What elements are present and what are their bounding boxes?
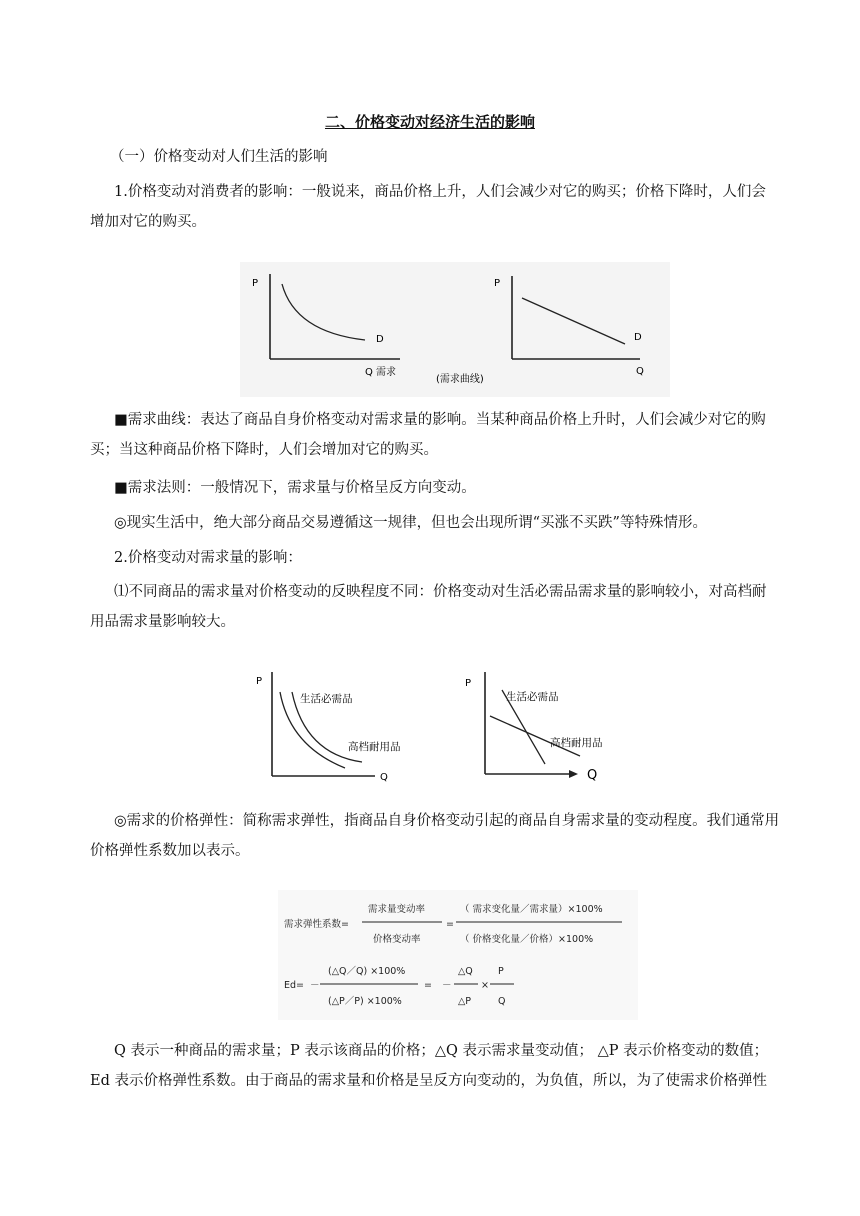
elasticity-chart-right — [465, 672, 603, 783]
quantity-axis-label: Q — [587, 768, 598, 783]
elasticity-chart-left — [256, 672, 401, 783]
price-axis-label: P — [494, 278, 501, 289]
paragraph-demand-law: ■需求法则：一般情况下，需求量与价格呈反方向变动。 — [114, 480, 476, 496]
quantity-axis-label: Q 需求 — [365, 367, 397, 378]
section-title: 二、价格变动对经济生活的影响 — [324, 113, 535, 131]
formula-delta-p: △P — [458, 996, 472, 1007]
durable-goods-label: 高档耐用品 — [348, 741, 401, 753]
formula-ed: Ed= — [284, 980, 304, 991]
paragraph-price-elasticity: ◎需求的价格弹性：简称需求弹性，指商品自身价格变动引起的商品自身需求量的变动程度。我们通常用价格弹性系数加以表示。 — [90, 813, 780, 859]
necessity-goods-label: 生活必需品 — [300, 693, 353, 705]
paragraph-heading-2: 2.价格变动对需求量的影响： — [114, 550, 302, 566]
elasticity-comparison-figure — [250, 664, 620, 794]
demand-label: D — [376, 334, 384, 345]
subsection-heading: （一）价格变动对人们生活的影响 — [110, 149, 328, 165]
paragraph-consumer-effect: 1.价格变动对消费者的影响：一般说来，商品价格上升，人们会减少对它的购买；价格下降时，人们会增加对它的购买。 — [90, 184, 766, 230]
paragraph-demand-curve: ■需求曲线：表达了商品自身价格变动对需求量的影响。当某种商品价格上升时，人们会减少对它的购买；当这种商品价格下降时，人们会增加对它的购买。 — [90, 412, 766, 458]
formula-delta-q: △Q — [458, 966, 473, 977]
demand-label: D — [634, 332, 642, 343]
formula-equals: = — [446, 919, 454, 930]
formula-equals-2: = — [424, 980, 432, 991]
formula-minus-2: － — [442, 980, 452, 991]
figure-caption: (需求曲线) — [436, 374, 484, 385]
paragraph-response-degree: ⑴不同商品的需求量对价格变动的反映程度不同：价格变动对生活必需品需求量的影响较小，对高档耐用品需求量影响较大。 — [90, 584, 767, 630]
formula-times: × — [481, 980, 489, 991]
price-axis-label: P — [252, 278, 259, 289]
formula-numerator-3: (△Q／Q) ×100% — [328, 966, 406, 977]
formula-denominator-2: （ 价格变化量／价格）×100% — [460, 934, 594, 945]
quantity-axis-label: Q — [636, 366, 644, 377]
price-axis-label: P — [256, 676, 263, 687]
quantity-axis-label: Q — [380, 772, 388, 783]
necessity-goods-label: 生活必需品 — [506, 691, 559, 703]
durable-goods-label: 高档耐用品 — [550, 737, 603, 749]
formula-lhs: 需求弹性系数= — [284, 919, 349, 930]
formula-q: Q — [498, 996, 506, 1007]
formula-numerator-1: 需求量变动率 — [368, 904, 426, 915]
paragraph-reality-note: ◎现实生活中，绝大部分商品交易遵循这一规律，但也会出现所谓“买涨不买跌”等特殊情形。 — [114, 515, 707, 531]
elasticity-formula — [278, 890, 638, 1020]
price-axis-label: P — [465, 678, 472, 689]
formula-denominator-1: 价格变动率 — [373, 934, 421, 945]
formula-numerator-2: （ 需求变化量／需求量）×100% — [460, 904, 603, 915]
formula-denominator-3: (△P／P) ×100% — [328, 996, 402, 1007]
formula-p: P — [498, 966, 504, 977]
formula-minus: － — [310, 980, 320, 991]
paragraph-symbol-definitions: Q 表示一种商品的需求量；P 表示该商品的价格；△Q 表示需求量变动值； △P 表示价格变动的数值；Ed 表示价格弹性系数。由于商品的需求量和价格是呈反方向变动的，为负值，所以，为了使需求价格弹性 — [90, 1043, 769, 1089]
demand-curve-figure — [240, 262, 670, 397]
